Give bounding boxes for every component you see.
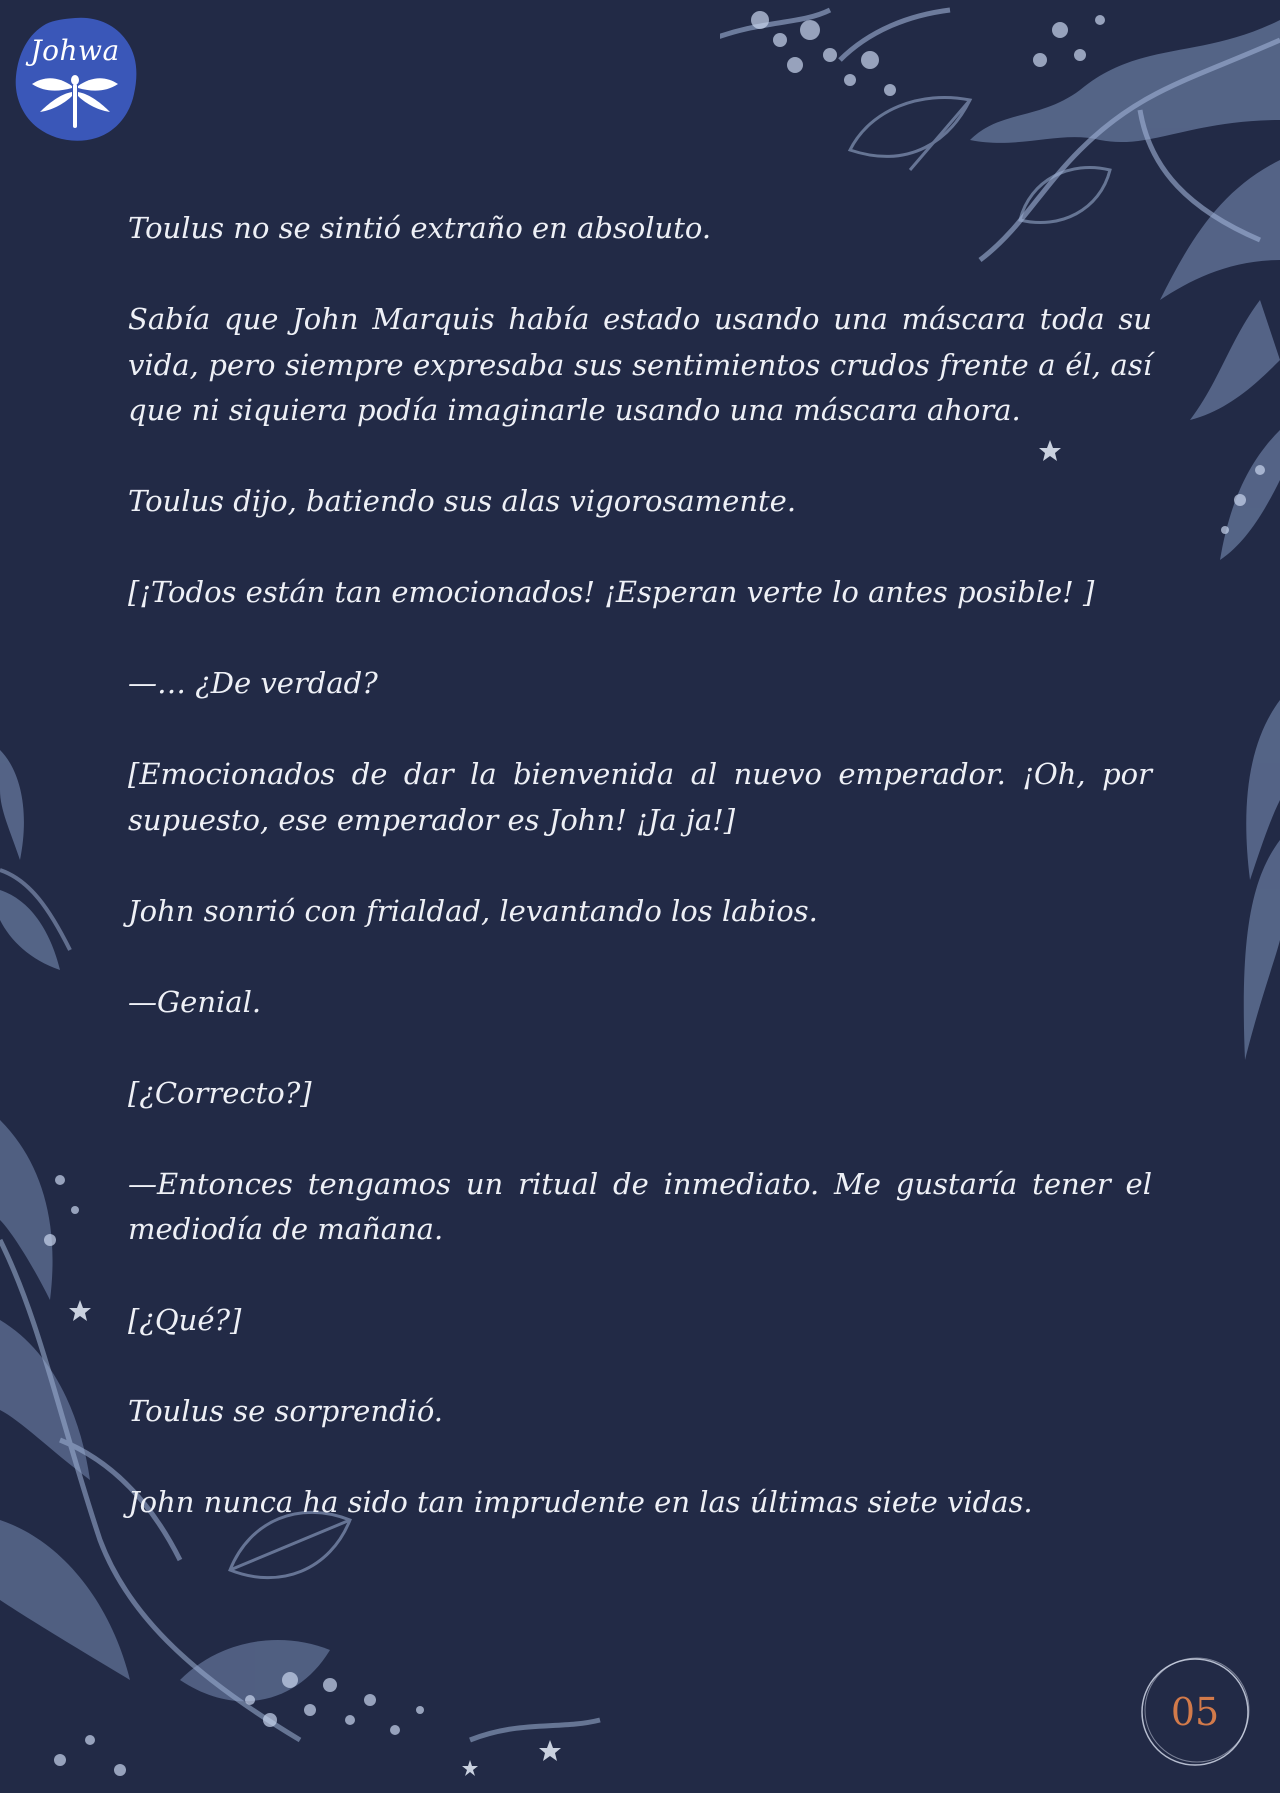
paragraph: —Genial. xyxy=(128,984,262,1019)
paragraph: John nunca ha sido tan imprudente en las últimas siete vidas. xyxy=(128,1485,1033,1519)
paragraph: [¿Correcto?] xyxy=(128,1075,312,1110)
paragraph: —… ¿De verdad? xyxy=(128,666,378,700)
foliage-left-middle xyxy=(0,730,80,1010)
paragraph: [¿Qué?] xyxy=(128,1303,242,1337)
paragraph: Toulus se sorprendió. xyxy=(128,1394,444,1428)
paragraph: Sabía que John Marquis había estado usando una máscara toda su vida, pero siempre expresaba sus sentimientos crudos frente a él, así que ni siquiera podía imaginarle usando una máscara ahora. xyxy=(128,302,1152,427)
page-number: 05 xyxy=(1170,1690,1220,1734)
page-number-badge xyxy=(1137,1654,1253,1770)
paragraph: —Entonces tengamos un ritual de inmediato. Me gustaría tener el mediodía de mañana. xyxy=(128,1166,1152,1246)
johwa-logo xyxy=(10,14,140,144)
story-text xyxy=(128,206,1152,1571)
paragraph: John sonrió con frialdad, levantando los labios. xyxy=(128,893,818,928)
paragraph: Toulus dijo, batiendo sus alas vigorosamente. xyxy=(128,484,797,518)
paragraph: [Emocionados de dar la bienvenida al nuevo emperador. ¡Oh, por supuesto, ese emperador es John! ¡Ja ja!] xyxy=(128,757,1152,837)
logo-text: Johwa xyxy=(30,34,120,67)
paragraph: Toulus no se sintió extraño en absoluto. xyxy=(128,211,712,245)
paragraph: [¡Todos están tan emocionados! ¡Esperan verte lo antes posible! ] xyxy=(128,575,1095,609)
foliage-right-middle xyxy=(1190,680,1280,1060)
